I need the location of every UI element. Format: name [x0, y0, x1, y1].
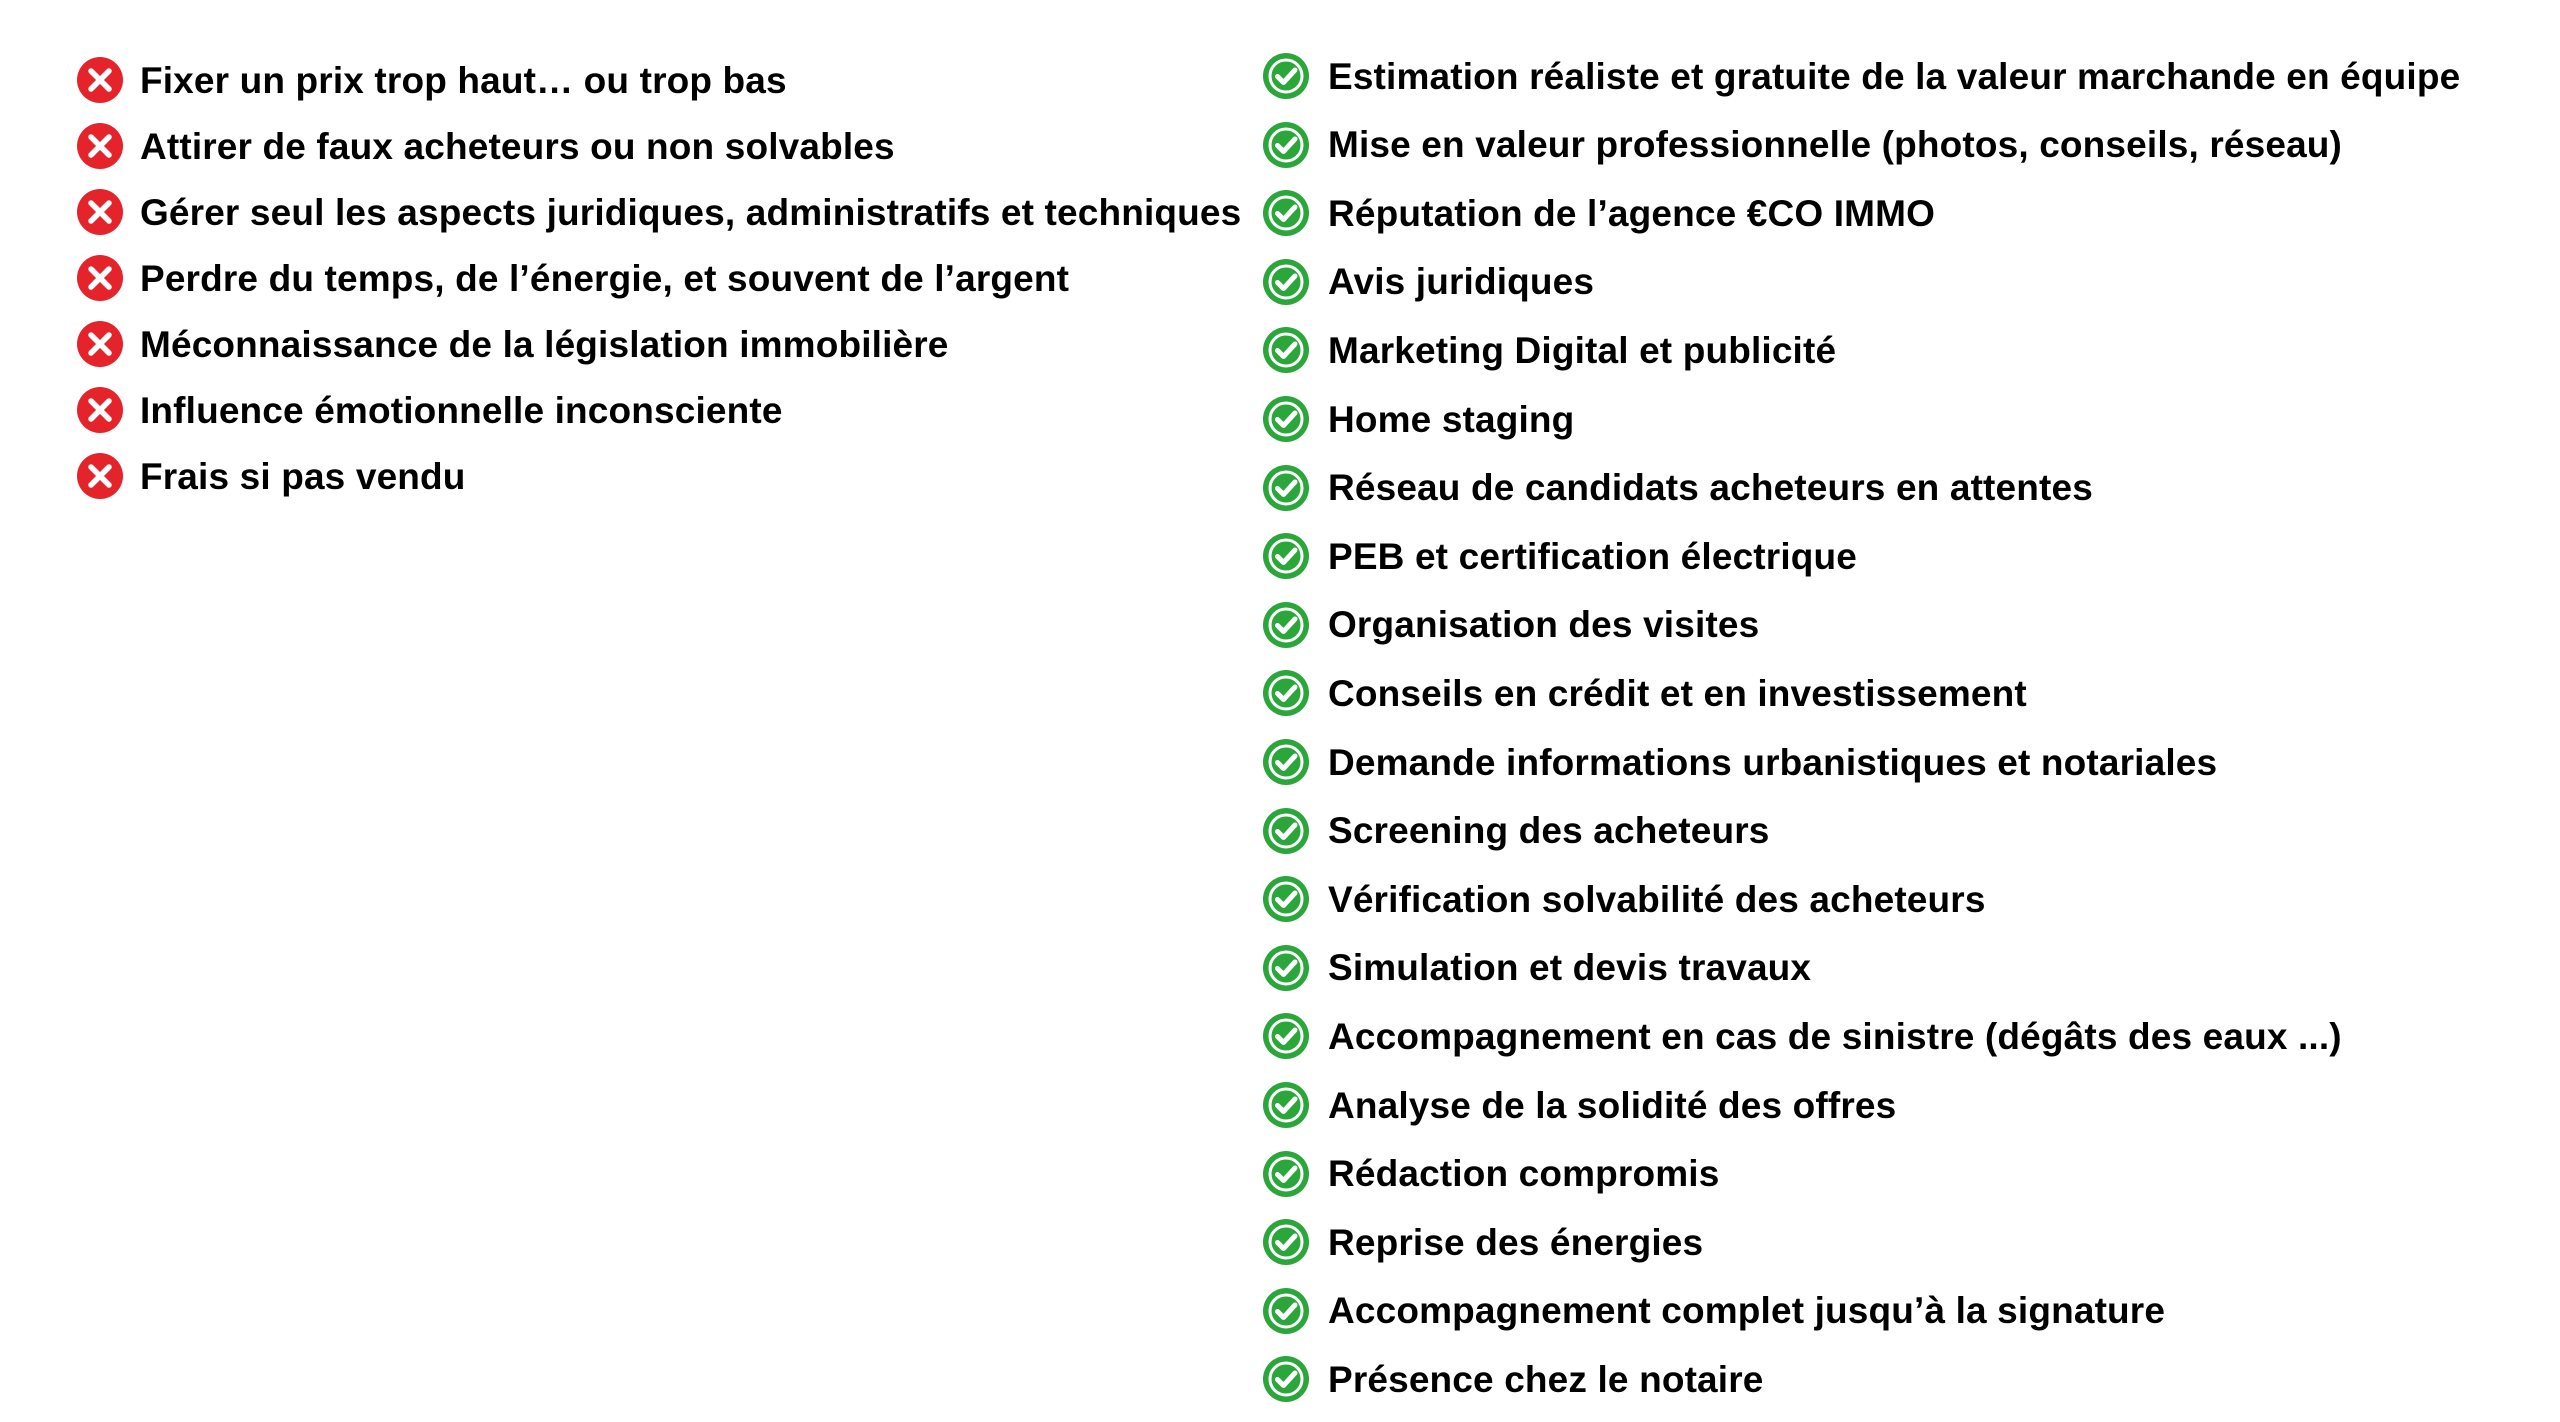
pros-item-label: Accompagnement complet jusqu’à la signature	[1328, 1290, 2166, 1332]
cross-circle-icon	[76, 122, 124, 170]
check-circle-icon	[1262, 258, 1310, 306]
pros-item-label: Présence chez le notaire	[1328, 1358, 1764, 1400]
pros-list-item	[1262, 117, 2342, 173]
cons-list-item	[76, 382, 783, 438]
pros-list-item	[1262, 1008, 2342, 1064]
pros-item-label: Reprise des énergies	[1328, 1221, 1704, 1263]
pros-item-label: Estimation réaliste et gratuite de la valeur marchande en équipe	[1328, 55, 2461, 97]
check-circle-icon	[1262, 121, 1310, 169]
pros-list-item	[1262, 940, 1811, 996]
cross-circle-icon	[76, 452, 124, 500]
cons-item-label: Attirer de faux acheteurs ou non solvables	[140, 125, 895, 167]
pros-item-label: Marketing Digital et publicité	[1328, 329, 1837, 371]
check-circle-icon	[1262, 189, 1310, 237]
pros-item-label: Organisation des visites	[1328, 604, 1760, 646]
cons-item-label: Influence émotionnelle inconsciente	[140, 389, 783, 431]
cons-item-label: Fixer un prix trop haut… ou trop bas	[140, 59, 787, 101]
pros-item-label: Mise en valeur professionnelle (photos, conseils, réseau)	[1328, 124, 2343, 166]
check-circle-icon	[1262, 1012, 1310, 1060]
check-circle-icon	[1262, 738, 1310, 786]
check-circle-icon	[1262, 464, 1310, 512]
check-circle-icon	[1262, 1081, 1310, 1129]
check-circle-icon	[1262, 1150, 1310, 1198]
pros-item-label: Conseils en crédit et en investissement	[1328, 672, 2027, 714]
pros-list-item	[1262, 48, 2460, 104]
cons-list-item	[76, 118, 895, 174]
pros-list-item	[1262, 665, 2027, 721]
check-circle-icon	[1262, 944, 1310, 992]
pros-list-item	[1262, 1351, 1763, 1407]
cons-list-item	[76, 448, 466, 504]
pros-item-label: Réputation de l’agence €CO IMMO	[1328, 192, 1936, 234]
pros-list-item	[1262, 391, 1574, 447]
cons-item-label: Gérer seul les aspects juridiques, administratifs et techniques	[140, 191, 1242, 233]
cross-circle-icon	[76, 254, 124, 302]
check-circle-icon	[1262, 669, 1310, 717]
check-circle-icon	[1262, 1218, 1310, 1266]
pros-list-item	[1262, 322, 1836, 378]
pros-list-item	[1262, 871, 1986, 927]
cons-item-label: Méconnaissance de la législation immobilière	[140, 323, 949, 365]
check-circle-icon	[1262, 807, 1310, 855]
pros-item-label: Accompagnement en cas de sinistre (dégâts des eaux ...)	[1328, 1015, 2342, 1057]
cross-circle-icon	[76, 320, 124, 368]
pros-item-label: Simulation et devis travaux	[1328, 947, 1812, 989]
pros-list-item	[1262, 803, 1769, 859]
check-circle-icon	[1262, 1355, 1310, 1403]
pros-item-label: Screening des acheteurs	[1328, 810, 1770, 852]
pros-list-item	[1262, 460, 2093, 516]
pros-list-item	[1262, 734, 2217, 790]
cross-circle-icon	[76, 56, 124, 104]
check-circle-icon	[1262, 1287, 1310, 1335]
check-circle-icon	[1262, 326, 1310, 374]
pros-list-item	[1262, 185, 1935, 241]
cons-item-label: Frais si pas vendu	[140, 455, 466, 497]
cons-item-label: Perdre du temps, de l’énergie, et souvent de l’argent	[140, 257, 1070, 299]
cons-list-item	[76, 184, 1241, 240]
cross-circle-icon	[76, 386, 124, 434]
pros-list-item	[1262, 1077, 1896, 1133]
pros-list-item	[1262, 528, 1857, 584]
check-circle-icon	[1262, 601, 1310, 649]
check-circle-icon	[1262, 875, 1310, 923]
pros-item-label: Demande informations urbanistiques et notariales	[1328, 741, 2218, 783]
cons-list-item	[76, 52, 787, 108]
pros-item-label: Rédaction compromis	[1328, 1153, 1720, 1195]
pros-item-label: Home staging	[1328, 398, 1575, 440]
pros-list-item	[1262, 597, 1759, 653]
cons-list-item	[76, 316, 949, 372]
pros-list-item	[1262, 1146, 1719, 1202]
pros-item-label: Analyse de la solidité des offres	[1328, 1084, 1897, 1126]
check-circle-icon	[1262, 395, 1310, 443]
pros-list-item	[1262, 254, 1594, 310]
check-circle-icon	[1262, 52, 1310, 100]
check-circle-icon	[1262, 532, 1310, 580]
pros-item-label: PEB et certification électrique	[1328, 535, 1857, 577]
pros-item-label: Réseau de candidats acheteurs en attentes	[1328, 467, 2093, 509]
pros-list-item	[1262, 1214, 1703, 1270]
cross-circle-icon	[76, 188, 124, 236]
cons-list-item	[76, 250, 1069, 306]
pros-list-item	[1262, 1283, 2165, 1339]
pros-item-label: Vérification solvabilité des acheteurs	[1328, 878, 1986, 920]
pros-item-label: Avis juridiques	[1328, 261, 1595, 303]
